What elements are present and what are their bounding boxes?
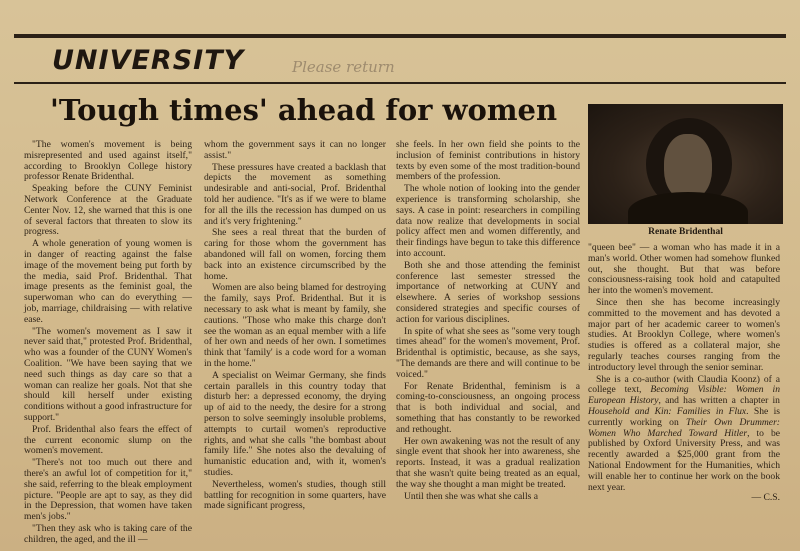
paragraph: "There's not too much out there and there's an awful lot of competition for it," she said, referring to the bleak employment picture. "People are apt to say, as they did in the Depression, that women have taken men's jobs." <box>24 457 192 523</box>
paragraph: She sees a real threat that the burden of caring for those whom the government has abandoned will fall on women, forcing them back into an existence circumscribed by the home. <box>204 227 386 282</box>
section-title: UNIVERSITY <box>52 45 245 76</box>
paragraph: Since then she has become increasingly committed to the movement and has devoted a major part of her academic career to women's studies. At Brooklyn College, where women's studies is offered as a collateral major, she regularly teaches courses ranging from the introductory level through the senior seminar. <box>588 296 780 373</box>
paragraph: Prof. Bridenthal also fears the effect of the current economic slump on the women's movement. <box>24 423 192 457</box>
text-run: , to be published by Oxford University Press, and was recently awarded a $25,000 grant from the National Endowment for the Humanities, which will enable her to continue her work on the book next year. <box>588 427 780 493</box>
text-run: She is a co-author (with Claudia Koonz) of a college text, <box>588 373 780 396</box>
text-run: . She is currently working on <box>588 405 780 428</box>
paragraph: Her own awakening was not the result of any single event that shook her into awareness, she reports. Instead, it was a gradual realization that she wasn't quite being treated as an equal, the way she thought a man might be treated. <box>396 435 580 490</box>
paragraph: Both she and those attending the feminist conference last semester stressed the importance of networking at CUNY and elsewhere. A series of workshop sessions considered strategies and specific courses of action for various disciplines. <box>396 259 580 325</box>
paragraph: whom the government says it can no longer assist." <box>204 139 386 161</box>
paragraph: A whole generation of young women is in danger of reacting against the false image of the movement being put forth by the media, said Prof. Bridenthal. That image presents as the feminist goal, the superwoman who can do everything — job, marriage, childraising — with relative ease. <box>24 238 192 325</box>
photo-body <box>628 192 748 224</box>
section-rule <box>14 82 786 84</box>
paragraph: Until then she was what she calls a <box>404 490 539 502</box>
paragraph: For Renate Bridenthal, feminism is a coming-to-consciousness, an ongoing process that is both individual and social, and something that has constantly to be reworked and rethought. <box>396 380 580 435</box>
paragraph: she feels. In her own field she points to the inclusion of feminist contributions in history texts by even some of the most tradition-bound members of the profession. <box>396 139 580 183</box>
article-headline: 'Tough times' ahead for women <box>50 93 558 127</box>
paragraph: "The women's movement as I saw it never said that," protested Prof. Bridenthal, who was a founder of the CUNY Women's Coalition. "We have been saying that we need such things as day care so that a woman can realize her goals. Not that she should kill herself under existing conditions without a good infrastructure for support." <box>24 325 192 423</box>
portrait-photo <box>588 104 783 224</box>
top-rule <box>14 34 786 38</box>
paragraph: In spite of what she sees as "some very tough times ahead" for the women's movement, Prof. Bridenthal is optimistic, because, as she says, "The demands are there and will continue to be voiced." <box>396 325 580 380</box>
handwritten-note: Please return <box>292 58 395 76</box>
paragraph: "The women's movement is being misrepresented and used against itself," according to Brooklyn College history professor Renate Bridenthal. <box>24 139 192 183</box>
book-title: Household and Kin: Families in Flux <box>588 405 747 417</box>
text-run: , and has written a chapter in <box>658 395 780 407</box>
book-title: Their Own Drummer: Women Who Marched Toward Hitler <box>588 416 780 439</box>
paragraph: Women are also being blamed for destroying the family, says Prof. Bridenthal. But it is necessary to ask what is meant by family, she cautions. "Those who make this charge don't see the woman as an equal member with a life of her own and needs of her own. I sometimes think that 'family' is a code word for a woman in the home." <box>204 282 386 369</box>
book-title: Becoming Visible: Women in European History <box>588 384 780 407</box>
photo-face <box>664 134 712 200</box>
paragraph: Nevertheless, women's studies, though still battling for recognition in some quarters, have made significant progress, <box>204 478 386 512</box>
paragraph <box>588 375 780 505</box>
column-4 <box>588 243 780 505</box>
paragraph: The whole notion of looking into the gender experience is transforming scholarship, she says. A case in point: researchers in compiling data now realize that developments in social policy affect men and women differently, and their findings have begun to take this difference into account. <box>396 183 580 259</box>
photo-caption: Renate Bridenthal <box>648 227 723 237</box>
paragraph: "Then they ask who is taking care of the children, the aged, and the ill — <box>24 522 192 545</box>
paragraph: Speaking before the CUNY Feminist Network Conference at the Graduate Center Nov. 12, she warned that this is one of several factors that threaten to slow its progress. <box>24 183 192 238</box>
column-3 <box>396 140 580 503</box>
column-2 <box>204 140 386 513</box>
paragraph: A specialist on Weimar Germany, she finds certain parallels in this country today that disturb her: a depressed economy, the drying up of aid to the needy, the desire for a strong person to solve seemingly insoluble problems, attempts to curtail women's reproductive rights, and what she calls "the bombast about family life." She notes also the devaluing of humanistic education and, with it, women's studies. <box>204 369 386 478</box>
column-1 <box>24 140 192 546</box>
author-initials: — C.S. <box>751 492 780 504</box>
paragraph: These pressures have created a backlash that depicts the movement as something undesirable and anti-social, Prof. Bridenthal told her audience. "It's as if we were to blame for all the ills the recession has dumped on us and it's very frightening." <box>204 161 386 227</box>
paragraph: "queen bee" — a woman who has made it in a man's world. Other women had somehow flunked out, she thought. But that was before consciousness-raising took hold and catapulted her into the women's movement. <box>588 242 780 297</box>
